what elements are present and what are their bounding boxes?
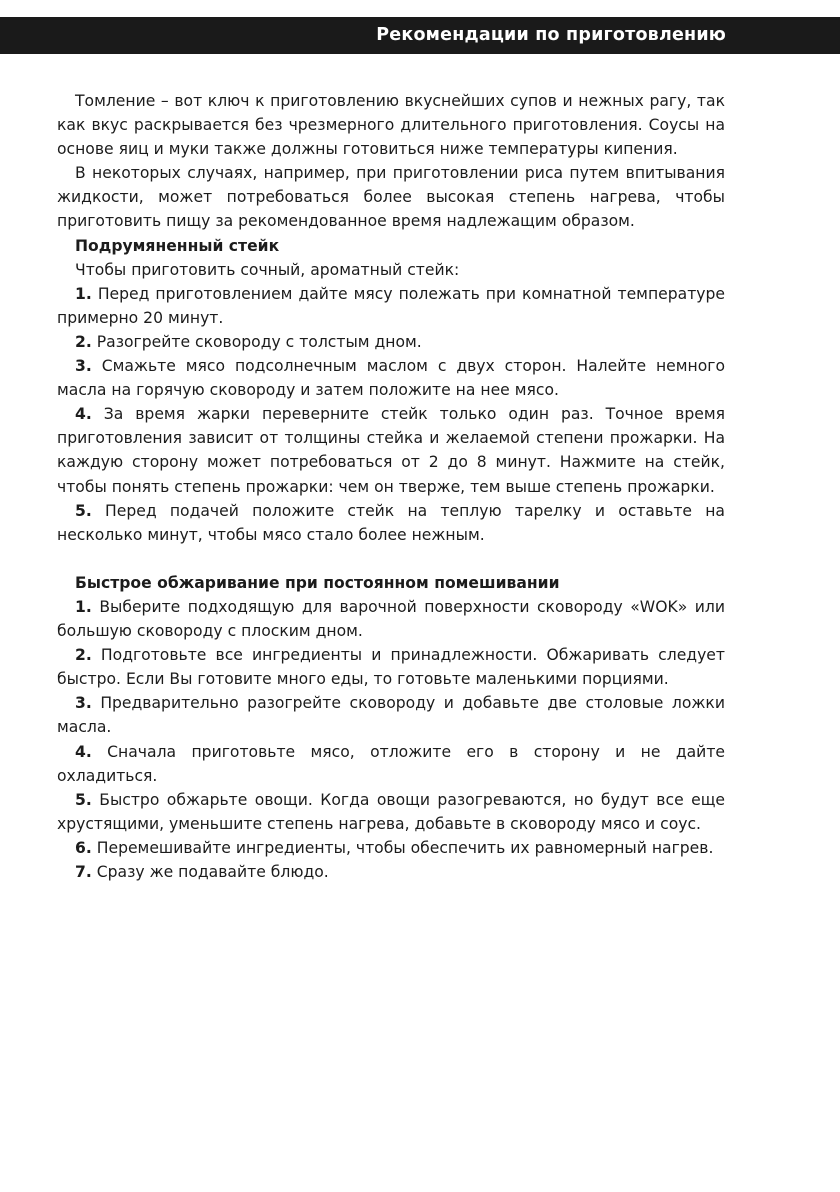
- section-lead: Чтобы приготовить сочный, ароматный стейк:: [75, 260, 460, 279]
- step-text: Перед приготовлением дайте мясу полежать при комнатной температуре примерно 20 минут.: [57, 284, 725, 327]
- step-text: Подготовьте все ингредиенты и принадлежности. Обжаривать следует быстро. Если Вы готовите много еды, то готовьте маленькими порциями.: [57, 646, 725, 689]
- step-item: [57, 860, 725, 884]
- step-text: Сразу же подавайте блюдо.: [96, 863, 329, 881]
- step-text: За время жарки переверните стейк только один раз. Точное время приготовления зависит от толщины стейка и желаемой степени прожарки. На каждую сторону может потребоваться от 2 до 8 минут. Нажмите на стейк, чтобы понять степень прожарки: чем он тверже, тем выше степень прожарки.: [57, 405, 725, 496]
- section-heading-stirfry: Быстрое обжаривание при постоянном помешивании: [75, 573, 560, 592]
- step-item: [57, 282, 725, 330]
- step-text: Предварительно разогрейте сковороду и добавьте две столовые ложки масла.: [57, 694, 725, 737]
- step-number: 4.: [75, 742, 92, 761]
- step-number: 3.: [75, 694, 92, 713]
- step-item: [57, 836, 725, 860]
- step-item: [57, 499, 725, 547]
- step-number: 1.: [75, 284, 92, 303]
- step-number: 7.: [75, 863, 92, 881]
- step-item: [57, 643, 725, 691]
- step-number: 2.: [75, 332, 92, 351]
- section-heading-steak: Подрумяненный стейк: [75, 236, 280, 255]
- step-number: 2.: [75, 646, 92, 665]
- step-number: 3.: [75, 357, 92, 376]
- header-bar: [0, 17, 840, 54]
- step-item: [57, 691, 725, 739]
- step-item: [57, 330, 725, 354]
- page-title: Рекомендации по приготовлению: [376, 25, 726, 45]
- step-text: Перемешивайте ингредиенты, чтобы обеспечить их равномерный нагрев.: [96, 838, 714, 857]
- document-body: [57, 89, 725, 884]
- step-number: 5.: [75, 790, 92, 809]
- step-text: Выберите подходящую для варочной поверхности сковороду «WOK» или большую сковороду с плоским дном.: [57, 597, 725, 641]
- step-item: [57, 595, 725, 643]
- step-text: Быстро обжарьте овощи. Когда овощи разогреваются, но будут все еще хрустящими, уменьшите степень нагрева, добавьте в сковороду мясо и соус.: [57, 790, 725, 833]
- step-number: 5.: [75, 501, 92, 520]
- step-number: 1.: [75, 597, 92, 616]
- step-text: Сначала приготовьте мясо, отложите его в сторону и не дайте охладиться.: [57, 742, 725, 785]
- step-number: 4.: [75, 405, 92, 424]
- step-text: Разогрейте сковороду с толстым дном.: [96, 332, 422, 351]
- intro-paragraph: Томление – вот ключ к приготовлению вкуснейших супов и нежных рагу, так как вкус раскрывается без чрезмерного длительного приготовления. Соусы на основе яиц и муки также должны готовиться ниже температуры кипения.: [57, 92, 725, 159]
- step-item: [57, 402, 725, 498]
- step-item: [57, 788, 725, 836]
- intro-paragraph: В некоторых случаях, например, при приготовлении риса путем впитывания жидкости, может потребоваться более высокая степень нагрева, чтобы приготовить пищу за рекомендованное время надлежащим образом.: [57, 164, 725, 231]
- step-item: [57, 354, 725, 402]
- section-spacer: [57, 547, 725, 571]
- step-number: 6.: [75, 838, 92, 857]
- step-text: Смажьте мясо подсолнечным маслом с двух сторон. Налейте немного масла на горячую сковороду и затем положите на нее мясо.: [57, 357, 725, 400]
- step-item: [57, 740, 725, 788]
- step-text: Перед подачей положите стейк на теплую тарелку и оставьте на несколько минут, чтобы мясо стало более нежным.: [57, 501, 725, 544]
